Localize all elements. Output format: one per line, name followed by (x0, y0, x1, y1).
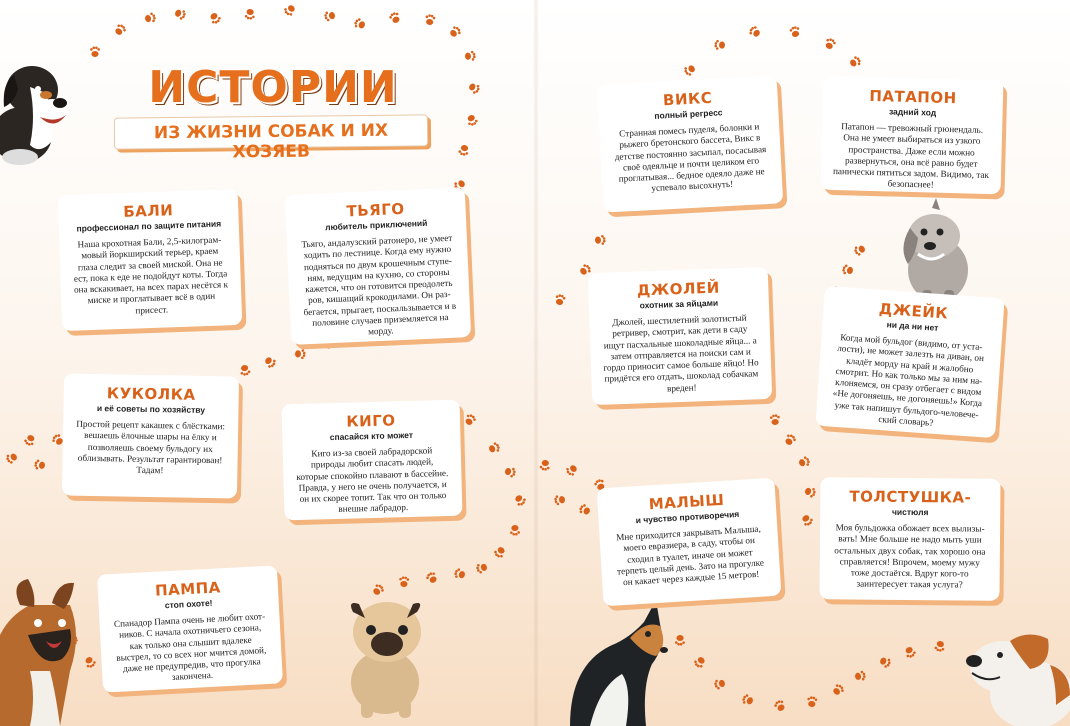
paw-print-icon (539, 459, 550, 471)
page-title: ИСТОРИИ (148, 62, 398, 113)
paw-print-icon (565, 463, 579, 477)
paw-print-icon (295, 349, 306, 360)
paw-print-icon (789, 25, 801, 38)
paw-print-icon (798, 456, 811, 469)
story-card-text: Мне приходится закрывать Малыша, моего евразиера, в саду, чтобы он сходил в туалет, иначе он может терпеть целый день. Зато на прогулке он какает через каждые 15 метров! (615, 523, 765, 588)
story-card-name: ПАМПА (154, 578, 222, 600)
page-subtitle: ИЗ ЖИЗНИ СОБАК И ИХ ХОЗЯЕВ (153, 120, 389, 163)
paw-print-icon (475, 562, 488, 575)
collie-dog-illustration (560, 590, 670, 726)
paw-print-icon (34, 459, 46, 470)
story-card-tagline: любитель приключений (324, 217, 428, 233)
paw-print-icon (353, 17, 367, 31)
paw-print-icon (388, 11, 402, 25)
paw-print-icon (465, 51, 476, 62)
page-subtitle-banner (114, 114, 428, 163)
story-card-text: Наша крохотная Бали, 2,5-килограм-мовый йоркширский терьер, краем глаза следит за своей миской. Она не ест, пока к еде не подойдут коты. Тогда она вскакивает, на всех парах несётся к миске и проглатывает всё в один присест. (73, 234, 229, 316)
paw-print-icon (493, 545, 507, 559)
paw-print-icon (807, 696, 818, 707)
paw-print-icon (770, 414, 781, 425)
story-card-name: ДЖОЛЕЙ (636, 278, 721, 300)
story-card-tagline: и её советы по хозяйству (96, 403, 206, 415)
page-heading (108, 62, 438, 163)
paw-print-icon (324, 10, 336, 22)
story-card-text: Джолей, шестилетний золотистый ретривер, смотрит, как дети в саду ищут пасхальные шоколадные яйца... а затем отправляется на поиски сам и гордо приносит самое больше яйцо! Но придётся его отдать, шоколад собачкам вреден! (603, 312, 759, 394)
paw-print-icon (513, 493, 527, 507)
story-card-tagline: задний ход (888, 106, 937, 118)
bulldog-illustration (960, 625, 1070, 726)
story-card-kigo (282, 400, 463, 521)
story-card-text: Патапон — тревожный грюнендаль. Она не умеет выбираться из узкого пространства. Даже если можно развернуться, она всё равно будет панически пятиться задом. Видимо, так безопаснее! (832, 121, 990, 191)
story-card-malysh (597, 478, 782, 607)
paw-print-icon (714, 40, 725, 50)
story-card-name: ДЖЕЙК (878, 299, 949, 323)
story-card-tagline: чистюля (891, 506, 929, 518)
paw-print-icon (848, 55, 862, 69)
paw-print-icon (467, 81, 481, 95)
paw-print-icon (23, 433, 36, 447)
story-card-dzheik (815, 286, 1004, 438)
story-card-name: ТЬЯГО (346, 199, 405, 221)
paw-print-icon (487, 441, 501, 454)
paw-print-icon (113, 23, 127, 37)
paw-print-icon (683, 63, 697, 77)
paw-print-icon (510, 525, 520, 536)
story-card-name: КИГО (346, 411, 396, 431)
paw-print-icon (842, 264, 854, 276)
story-card-dzholey (588, 267, 772, 405)
griffon-dog-illustration (898, 198, 976, 306)
paw-print-icon (853, 243, 867, 256)
story-card-tagline: профессионал по защите питания (76, 218, 222, 234)
story-card-name: ТОЛСТУШКА- (849, 487, 972, 507)
story-card-tyago (285, 187, 471, 345)
story-card-text: Моя бульдожка обожает всех вылизы-вать! Мне больше не надо мыть уши остальных двух собак, так хорошо она справляется! Впрочем, моему мужу тоже достаётся. Вдруг кого-то заинтересует такая услуга? (834, 522, 986, 590)
story-card-name: ВИКС (662, 88, 713, 110)
story-card-text: Когда мой бульдог (видимо, от уста-лости), не может залезть на диван, он кладёт морду на край и жалобно смотрит. Но как только мы за ним на-клоняемся, он сразу отбегает с видом «Не догоняешь, не догоняешь!» Когда уже так напишут бульдого-человече-ский словарь? (832, 332, 985, 428)
paw-print-icon (675, 635, 685, 646)
paw-print-icon (554, 294, 566, 306)
story-card-patapon (821, 76, 1004, 195)
paw-print-icon (824, 37, 837, 51)
paw-print-icon (174, 8, 187, 21)
story-card-tagline: и чувство противоречия (635, 508, 740, 526)
paw-print-icon (239, 364, 251, 376)
paw-print-icon (934, 640, 946, 652)
paw-print-icon (713, 678, 726, 690)
story-card-name: ПАТАПОН (869, 86, 957, 108)
paw-print-icon (263, 355, 277, 369)
paw-print-icon (453, 567, 466, 580)
story-card-tagline: охотник за яйцами (639, 297, 719, 311)
story-card-text: Странная помесь пуделя, болонки и рыжего бретонского бассета, Викс в детстве постоянно засыпал, посасывая своё одеяльце и почти целиком его проглатывая... бедное одеяло даже не успевало высохнуть! (614, 121, 767, 194)
story-card-name: МАЛЫШ (648, 490, 725, 514)
paw-print-icon (878, 655, 892, 669)
paw-print-icon (854, 670, 866, 682)
story-card-bali (58, 189, 243, 331)
story-card-tagline: стоп охоте! (164, 597, 213, 611)
paw-print-icon (595, 235, 606, 245)
paw-print-icon (424, 14, 436, 26)
paw-print-icon (693, 655, 707, 669)
paw-print-icon (554, 494, 566, 505)
paw-print-icon (748, 25, 762, 39)
paw-print-icon (463, 413, 477, 427)
paw-print-icon (399, 576, 409, 587)
pug-dog-illustration (325, 590, 437, 720)
story-card-text: Киго из-за своей лабрадорской природы любит спасать людей, которые спокойно плавают в бассейне. Правда, у него не очень получается, и он их скорее топит. Так что он только внешне лабрадор. (296, 445, 449, 515)
paw-print-icon (831, 683, 845, 697)
boxer-dog-illustration (0, 575, 92, 726)
story-card-name: КУКОЛКА (106, 384, 196, 404)
story-card-text: Тьяго, андалузский ратонеро, не умеет ходить по лестнице. Когда ему нужно подняться по двум крошечным ступе-ням, ведущим на кухню, со стороны кажется, что он готовится преодолеть ров, кишащий крокодилами. Он раз-бегается, прыгает, поскальзывается и в половине случаев приземляется на морду. (301, 232, 457, 337)
story-card-pampa (97, 565, 283, 692)
story-card-tagline: спасайся кто может (329, 429, 414, 443)
paw-print-icon (773, 699, 787, 713)
paw-print-icon (504, 466, 517, 478)
paw-print-icon (903, 645, 917, 659)
paw-print-icon (90, 47, 100, 58)
story-card-name: БАЛИ (122, 201, 174, 221)
story-card-viks (597, 75, 783, 212)
paw-print-icon (425, 571, 439, 585)
paw-print-icon (283, 3, 297, 17)
paw-print-icon (465, 114, 478, 127)
paw-print-icon (144, 12, 157, 24)
story-card-text: Спанадор Пампа очень не любит охот-ников. С начала охотничьего сезона, как только она слышит вдалеке выстрел, то со всех ног мчится домой, даже не предупредив, что прогулка закончена. (113, 611, 267, 683)
paw-print-icon (448, 25, 462, 39)
paw-print-icon (783, 433, 797, 447)
paw-print-icon (741, 693, 754, 706)
story-card-text: Простой рецепт какашек с блёстками: вешаешь ёлочные шары на ёлку и позволяешь своему бульдогу их облизывать. Результат гарантирован! Тадам! (76, 418, 226, 476)
story-card-tagline: ни да ни нет (886, 319, 939, 333)
paw-print-icon (5, 451, 19, 465)
paw-print-icon (208, 11, 222, 25)
paw-print-icon (804, 486, 817, 499)
bernese-dog-illustration (0, 45, 72, 165)
paw-print-icon (800, 513, 814, 527)
paw-print-icon (458, 144, 470, 157)
paw-print-icon (578, 503, 592, 517)
paw-print-icon (245, 9, 256, 20)
story-card-tolstushka (819, 477, 1000, 601)
story-card-kukolka (62, 373, 239, 498)
story-card-tagline: полный регресс (654, 107, 723, 121)
